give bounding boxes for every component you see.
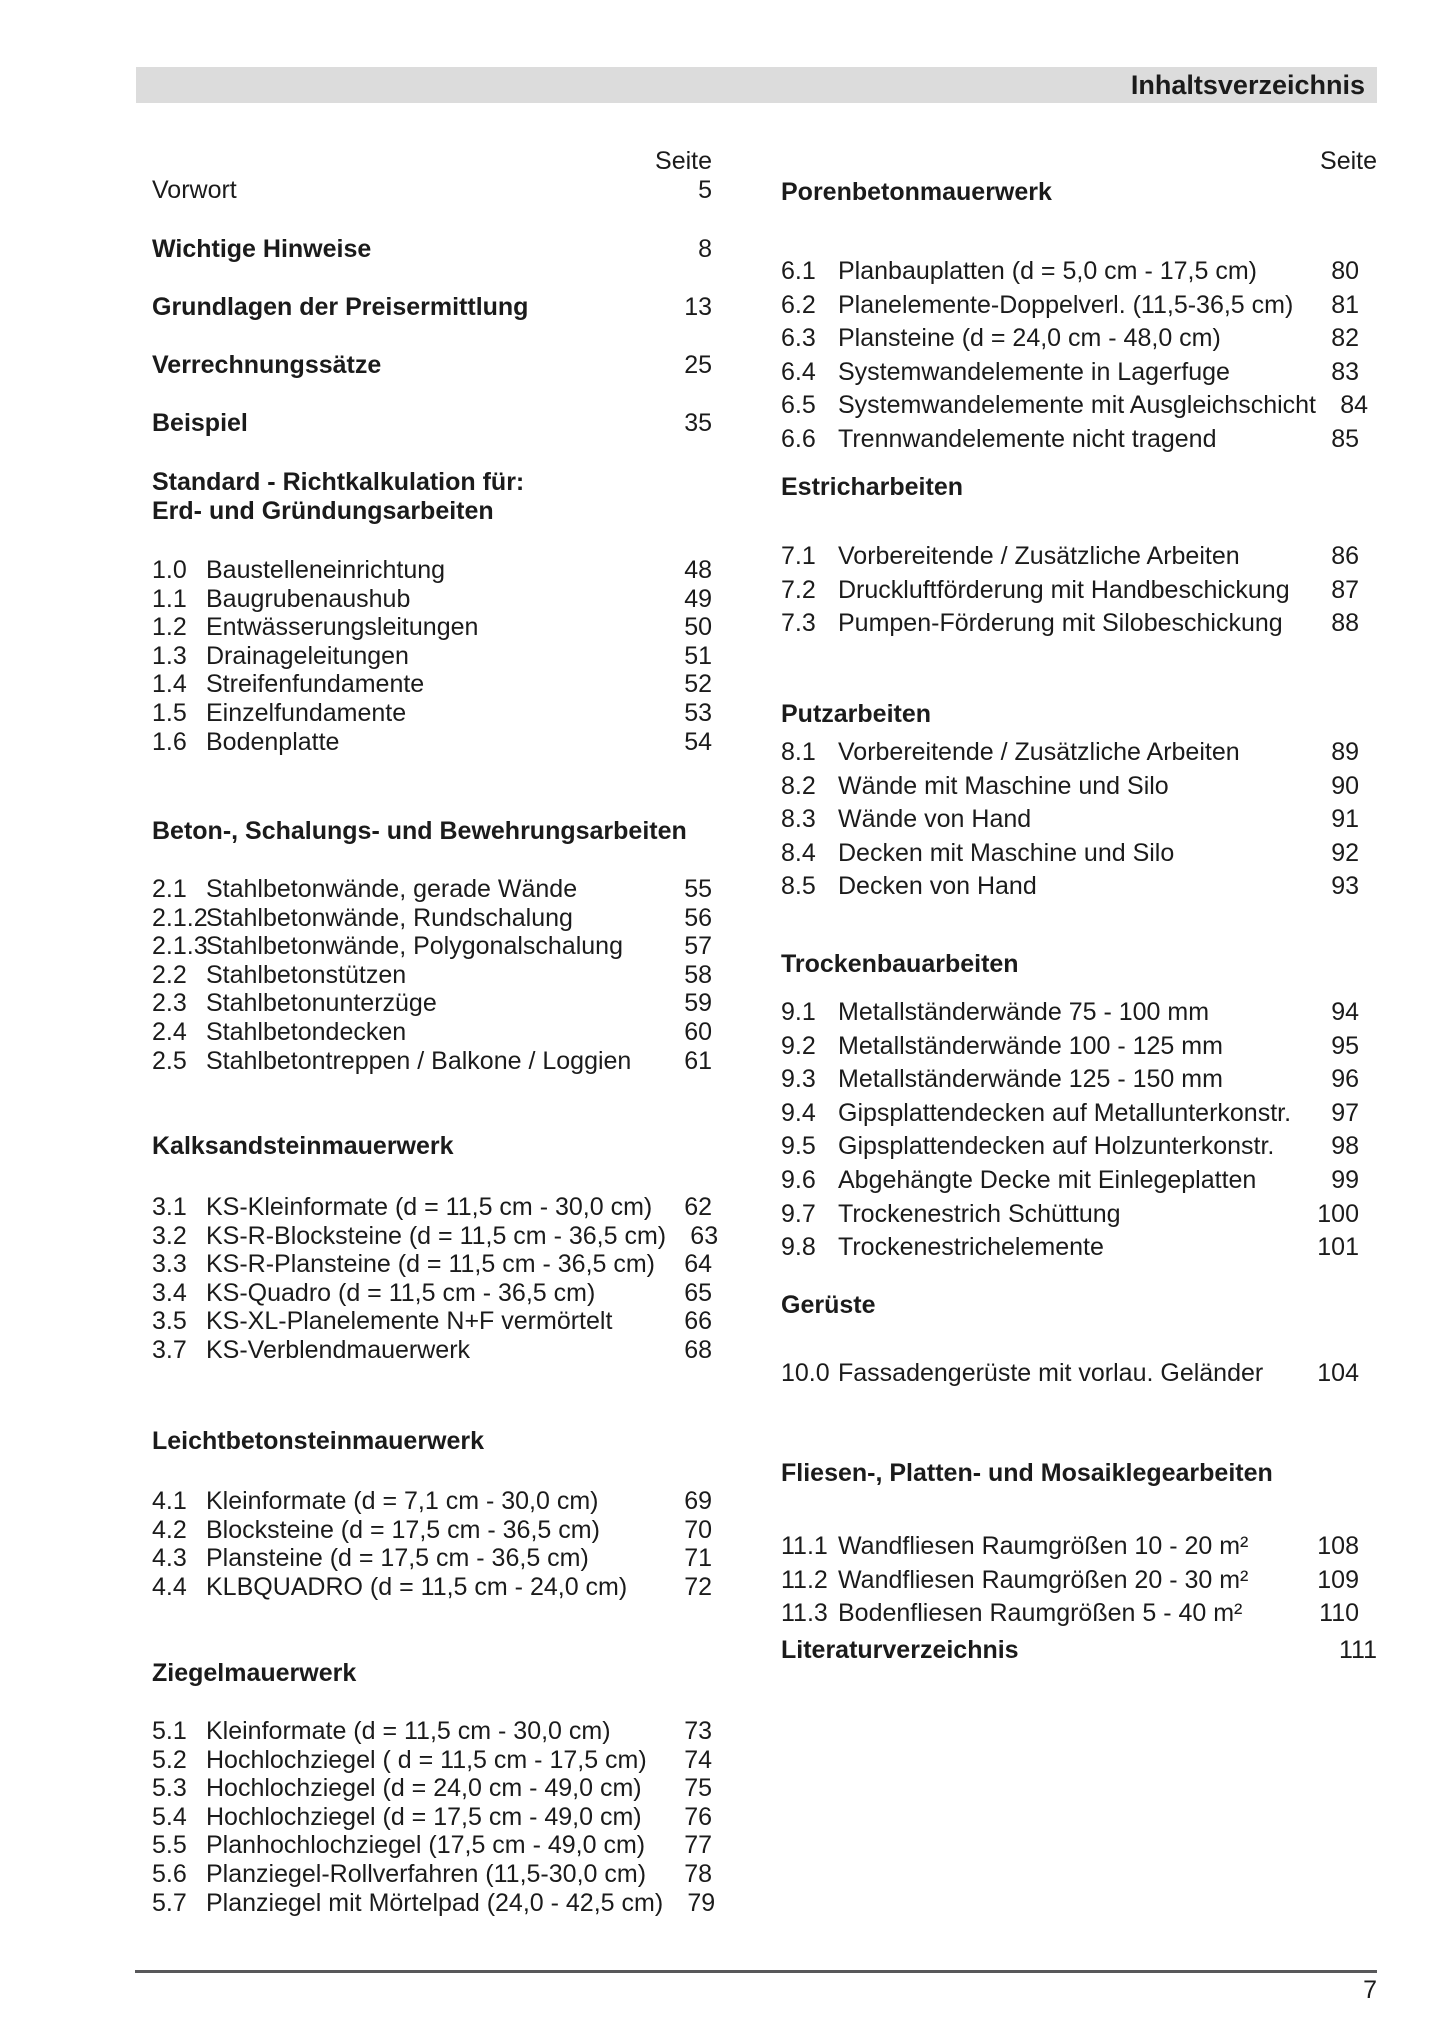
toc-row xyxy=(781,356,1377,390)
toc-label: Trennwandelemente nicht tragend xyxy=(838,424,1217,453)
toc-row-literaturverzeichnis xyxy=(781,1636,1395,1665)
toc-row xyxy=(781,322,1377,356)
toc-page-number: 63 xyxy=(690,1221,719,1250)
toc-row xyxy=(152,1250,712,1279)
toc-label: Literaturverzeichnis xyxy=(781,1636,1019,1664)
toc-page-number: 73 xyxy=(684,1717,712,1745)
toc-label: Pumpen-Förderung mit Silobeschickung xyxy=(838,609,1283,638)
toc-page-number: 54 xyxy=(684,727,712,756)
toc-page-number: 78 xyxy=(684,1859,712,1888)
section-heading xyxy=(781,700,1377,729)
toc-item-number: 6.2 xyxy=(781,290,816,319)
toc-row xyxy=(152,1831,712,1860)
toc-item-number: 4.3 xyxy=(152,1544,187,1573)
toc-row xyxy=(152,1307,712,1336)
toc-page-number: 94 xyxy=(1331,998,1359,1026)
toc-page-number: 76 xyxy=(684,1802,712,1831)
toc-row xyxy=(781,1097,1377,1131)
toc-label: Wandfliesen Raumgrößen 10 - 20 m² xyxy=(838,1532,1249,1560)
toc-row xyxy=(152,556,712,585)
toc-item-number: 1.6 xyxy=(152,727,187,756)
toc-label: Stahlbetondecken xyxy=(206,1017,407,1046)
section-heading-line: Porenbetonmauerwerk xyxy=(781,178,1052,206)
toc-row xyxy=(152,904,712,933)
toc-label: Druckluftförderung mit Handbeschickung xyxy=(838,575,1290,604)
toc-label: Entwässerungsleitungen xyxy=(206,613,479,642)
toc-page-number: 82 xyxy=(1331,324,1359,353)
toc-label: Vorbereitende / Zusätzliche Arbeiten xyxy=(838,738,1240,766)
toc-item-number: 2.1.2 xyxy=(152,903,208,932)
toc-label: Wände mit Maschine und Silo xyxy=(838,771,1169,800)
toc-page-number: 58 xyxy=(684,960,712,989)
toc-item-number: 9.2 xyxy=(781,1031,816,1060)
toc-label: Bodenplatte xyxy=(206,727,340,756)
toc-row xyxy=(152,1018,712,1047)
toc-page-number: 5 xyxy=(698,176,712,204)
toc-label: Grundlagen der Preisermittlung xyxy=(152,293,529,321)
toc-page-number: 100 xyxy=(1317,1199,1359,1228)
toc-item-number: 5.7 xyxy=(152,1888,187,1917)
toc-row xyxy=(781,1164,1377,1198)
section-items xyxy=(781,540,1377,641)
toc-label: Planhochlochziegel (17,5 cm - 49,0 cm) xyxy=(206,1831,646,1860)
toc-row xyxy=(152,932,712,961)
toc-label: Hochlochziegel ( d = 11,5 cm - 17,5 cm) xyxy=(206,1745,647,1774)
section-items xyxy=(781,1357,1377,1391)
toc-row xyxy=(781,607,1377,641)
toc-page-number: 111 xyxy=(1338,1636,1377,1664)
section-heading xyxy=(781,1291,1377,1320)
toc-label: Planziegel-Rollverfahren (11,5-30,0 cm) xyxy=(206,1859,647,1888)
toc-item-number: 9.7 xyxy=(781,1199,816,1228)
toc-row xyxy=(781,870,1377,904)
toc-page-number: 56 xyxy=(684,903,712,932)
toc-item-number: 8.3 xyxy=(781,805,816,834)
toc-label: Beispiel xyxy=(152,409,248,437)
toc-label: KS-R-Blocksteine (d = 11,5 cm - 36,5 cm) xyxy=(206,1221,667,1250)
toc-label: Metallständerwände 75 - 100 mm xyxy=(838,998,1210,1026)
toc-item-number: 1.5 xyxy=(152,698,187,727)
toc-row xyxy=(152,293,712,351)
toc-row xyxy=(152,1774,712,1803)
toc-page-number: 70 xyxy=(684,1515,712,1544)
toc-item-number: 5.6 xyxy=(152,1859,187,1888)
toc-page-number: 79 xyxy=(687,1888,716,1917)
toc-page-number: 8 xyxy=(698,235,712,263)
toc-item-number: 3.4 xyxy=(152,1278,187,1307)
toc-row xyxy=(152,1803,712,1832)
toc-page-number: 83 xyxy=(1331,357,1359,386)
toc-page-number: 74 xyxy=(684,1745,712,1774)
toc-item-number: 9.6 xyxy=(781,1165,816,1194)
toc-row xyxy=(781,540,1377,574)
toc-label: Decken mit Maschine und Silo xyxy=(838,838,1175,867)
toc-page-number: 80 xyxy=(1331,257,1359,285)
toc-item-number: 10.0 xyxy=(781,1359,830,1387)
toc-item-number: 4.2 xyxy=(152,1515,187,1544)
toc-item-number: 2.2 xyxy=(152,960,187,989)
toc-item-number: 3.5 xyxy=(152,1307,187,1336)
toc-row xyxy=(152,1860,712,1889)
toc-item-number: 4.1 xyxy=(152,1487,187,1515)
toc-page-number: 84 xyxy=(1340,391,1369,420)
toc-page-number: 88 xyxy=(1331,609,1359,638)
toc-item-number: 9.8 xyxy=(781,1233,816,1262)
toc-item-number: 1.1 xyxy=(152,584,187,613)
toc-item-number: 5.2 xyxy=(152,1745,187,1774)
toc-row xyxy=(152,961,712,990)
toc-label: Planziegel mit Mörtelpad (24,0 - 42,5 cm) xyxy=(206,1888,664,1917)
toc-row xyxy=(781,389,1377,423)
toc-item-number: 8.4 xyxy=(781,838,816,867)
toc-row xyxy=(781,803,1377,837)
toc-page-number: 66 xyxy=(684,1307,712,1336)
toc-item-number: 6.1 xyxy=(781,257,816,285)
toc-label: Wandfliesen Raumgrößen 20 - 30 m² xyxy=(838,1565,1249,1594)
section-items xyxy=(152,875,712,1075)
toc-item-number: 3.2 xyxy=(152,1221,187,1250)
footer-divider xyxy=(135,1970,1377,1973)
toc-page-number: 64 xyxy=(684,1250,712,1279)
toc-row xyxy=(781,1063,1377,1097)
section-items xyxy=(152,1193,719,1365)
section-items xyxy=(152,556,712,756)
toc-row xyxy=(152,1573,712,1602)
toc-row xyxy=(781,770,1377,804)
toc-label: Drainageleitungen xyxy=(206,641,409,670)
toc-row xyxy=(781,1597,1377,1631)
toc-page-number: 48 xyxy=(684,556,712,584)
section-heading-line: Kalksandsteinmauerwerk xyxy=(152,1132,454,1160)
toc-item-number: 5.5 xyxy=(152,1831,187,1860)
toc-page-number: 104 xyxy=(1317,1359,1359,1387)
toc-label: Plansteine (d = 17,5 cm - 36,5 cm) xyxy=(206,1544,589,1573)
toc-page-number: 85 xyxy=(1331,424,1359,453)
toc-page-number: 91 xyxy=(1331,805,1359,834)
section-heading-line: Erd- und Gründungsarbeiten xyxy=(152,497,494,525)
toc-row xyxy=(152,1336,712,1365)
toc-label: Bodenfliesen Raumgrößen 5 - 40 m² xyxy=(838,1599,1243,1628)
toc-row xyxy=(152,989,712,1018)
toc-row xyxy=(781,1357,1377,1391)
toc-label: Verrechnungssätze xyxy=(152,351,382,379)
toc-row xyxy=(152,409,712,467)
toc-label: Plansteine (d = 24,0 cm - 48,0 cm) xyxy=(838,324,1221,353)
section-heading-line: Estricharbeiten xyxy=(781,473,964,501)
toc-item-number: 9.3 xyxy=(781,1065,816,1094)
toc-label: KS-XL-Planelemente N+F vermörtelt xyxy=(206,1307,613,1336)
toc-row-vorwort xyxy=(152,176,712,205)
section-heading xyxy=(152,468,712,526)
toc-label: Gipsplattendecken auf Holzunterkonstr. xyxy=(838,1132,1275,1161)
toc-label: Stahlbetontreppen / Balkone / Loggien xyxy=(206,1046,632,1075)
toc-label: Metallständerwände 125 - 150 mm xyxy=(838,1065,1223,1094)
toc-row xyxy=(781,736,1377,770)
toc-item-number: 2.3 xyxy=(152,989,187,1018)
toc-page-number: 108 xyxy=(1317,1532,1359,1560)
toc-row xyxy=(781,1130,1377,1164)
section-heading xyxy=(152,1427,712,1456)
toc-page-number: 62 xyxy=(684,1193,712,1221)
toc-row xyxy=(781,255,1377,289)
toc-label: Decken von Hand xyxy=(838,872,1037,901)
toc-row xyxy=(152,613,712,642)
toc-label: Einzelfundamente xyxy=(206,698,407,727)
toc-item-number: 4.4 xyxy=(152,1572,187,1601)
toc-page-number: 90 xyxy=(1331,771,1359,800)
toc-item-number: 8.1 xyxy=(781,738,816,766)
toc-label: Vorwort xyxy=(152,176,237,204)
toc-label: Blocksteine (d = 17,5 cm - 36,5 cm) xyxy=(206,1515,600,1544)
toc-page-number: 110 xyxy=(1319,1599,1359,1628)
toc-item-number: 1.2 xyxy=(152,613,187,642)
toc-row xyxy=(152,1221,719,1251)
toc-item-number: 3.3 xyxy=(152,1250,187,1279)
toc-page-number: 93 xyxy=(1331,872,1359,901)
toc-label: KS-Quadro (d = 11,5 cm - 36,5 cm) xyxy=(206,1278,596,1307)
toc-page-number: 49 xyxy=(684,584,712,613)
toc-page-number: 87 xyxy=(1331,575,1359,604)
section-heading-line: Gerüste xyxy=(781,1291,876,1319)
toc-item-number: 1.4 xyxy=(152,670,187,699)
section-items xyxy=(781,1530,1377,1631)
toc-label: Hochlochziegel (d = 24,0 cm - 49,0 cm) xyxy=(206,1774,642,1803)
toc-label: Baustelleneinrichtung xyxy=(206,556,446,584)
toc-page-number: 50 xyxy=(684,613,712,642)
toc-item-number: 11.3 xyxy=(781,1599,828,1628)
header-bar xyxy=(136,67,1377,103)
toc-label: KS-Verblendmauerwerk xyxy=(206,1335,471,1364)
toc-item-number: 9.1 xyxy=(781,998,816,1026)
toc-page-number: 55 xyxy=(684,875,712,903)
toc-row xyxy=(152,875,712,904)
toc-page-number: 95 xyxy=(1331,1031,1359,1060)
toc-item-number: 5.3 xyxy=(152,1774,187,1803)
toc-page-number: 99 xyxy=(1331,1165,1359,1194)
toc-label: Wände von Hand xyxy=(838,805,1032,834)
toc-label: Baugrubenaushub xyxy=(206,584,411,613)
section-heading-line: Leichtbetonsteinmauerwerk xyxy=(152,1427,485,1455)
toc-page-number: 89 xyxy=(1331,738,1359,766)
toc-page-number: 57 xyxy=(684,932,712,961)
toc-row xyxy=(152,585,712,614)
toc-item-number: 11.2 xyxy=(781,1565,828,1594)
toc-row xyxy=(152,1888,716,1918)
toc-page-number: 60 xyxy=(684,1017,712,1046)
section-heading-line: Fliesen-, Platten- und Mosaiklegearbeiten xyxy=(781,1459,1273,1487)
toc-page-number: 109 xyxy=(1317,1565,1359,1594)
toc-page-number: 13 xyxy=(684,293,712,321)
section-items xyxy=(781,736,1377,904)
toc-label: Vorbereitende / Zusätzliche Arbeiten xyxy=(838,542,1240,570)
toc-row xyxy=(781,289,1377,323)
toc-row xyxy=(781,1564,1377,1598)
section-heading-line: Putzarbeiten xyxy=(781,700,932,728)
toc-label: Trockenestrich Schüttung xyxy=(838,1199,1121,1228)
toc-page-number: 69 xyxy=(684,1487,712,1515)
seite-column-header-left: Seite xyxy=(655,147,712,175)
toc-label: Fassadengerüste mit vorlau. Geländer xyxy=(838,1359,1264,1387)
toc-page-number: 86 xyxy=(1331,542,1359,570)
toc-row xyxy=(152,1544,712,1573)
section-heading xyxy=(152,1659,712,1688)
toc-page-number: 35 xyxy=(684,409,712,437)
toc-item-number: 1.0 xyxy=(152,556,187,584)
toc-label: Trockenestrichelemente xyxy=(838,1233,1104,1262)
toc-label: Streifenfundamente xyxy=(206,670,425,699)
toc-row xyxy=(152,1516,712,1545)
toc-label: Systemwandelemente mit Ausgleichschicht xyxy=(838,391,1317,420)
page-title: Inhaltsverzeichnis xyxy=(1130,70,1365,100)
toc-label: Hochlochziegel (d = 17,5 cm - 49,0 cm) xyxy=(206,1802,642,1831)
front-matter-list xyxy=(152,235,712,467)
toc-row xyxy=(152,1047,712,1076)
section-items xyxy=(152,1717,716,1917)
toc-page-number: 51 xyxy=(684,641,712,670)
toc-label: Wichtige Hinweise xyxy=(152,235,372,263)
toc-row xyxy=(152,1193,712,1222)
toc-page-number: 59 xyxy=(684,989,712,1018)
toc-label: Planbauplatten (d = 5,0 cm - 17,5 cm) xyxy=(838,257,1257,285)
toc-page-number: 25 xyxy=(684,351,712,379)
toc-page-number: 65 xyxy=(684,1278,712,1307)
toc-page-number: 81 xyxy=(1331,290,1359,319)
toc-item-number: 7.2 xyxy=(781,575,816,604)
toc-page-number: 96 xyxy=(1331,1065,1359,1094)
toc-row xyxy=(152,1746,712,1775)
toc-page-number: 53 xyxy=(684,698,712,727)
toc-row xyxy=(781,574,1377,608)
toc-label: Metallständerwände 100 - 125 mm xyxy=(838,1031,1223,1060)
toc-label: Stahlbetonwände, Polygonalschalung xyxy=(206,932,623,961)
toc-item-number: 11.1 xyxy=(781,1532,828,1560)
toc-page-number: 52 xyxy=(684,670,712,699)
toc-page-number: 77 xyxy=(684,1831,712,1860)
toc-label: Systemwandelemente in Lagerfuge xyxy=(838,357,1230,386)
toc-item-number: 3.7 xyxy=(152,1335,187,1364)
toc-row xyxy=(152,728,712,757)
toc-item-number: 8.2 xyxy=(781,771,816,800)
toc-label: Gipsplattendecken auf Metallunterkonstr. xyxy=(838,1098,1292,1127)
section-heading xyxy=(781,950,1377,979)
toc-item-number: 8.5 xyxy=(781,872,816,901)
toc-row xyxy=(152,351,712,409)
toc-row xyxy=(781,1231,1377,1265)
toc-label: KS-Kleinformate (d = 11,5 cm - 30,0 cm) xyxy=(206,1193,653,1221)
toc-row xyxy=(152,1279,712,1308)
toc-item-number: 2.4 xyxy=(152,1017,187,1046)
toc-label: KS-R-Plansteine (d = 11,5 cm - 36,5 cm) xyxy=(206,1250,656,1279)
toc-page-number: 97 xyxy=(1331,1098,1359,1127)
toc-item-number: 6.5 xyxy=(781,391,816,420)
section-heading xyxy=(781,473,1377,502)
toc-item-number: 1.3 xyxy=(152,641,187,670)
toc-page-number: 71 xyxy=(684,1544,712,1573)
toc-item-number: 7.1 xyxy=(781,542,816,570)
toc-label: Kleinformate (d = 7,1 cm - 30,0 cm) xyxy=(206,1487,599,1515)
toc-item-number: 3.1 xyxy=(152,1193,187,1221)
toc-page-number: 68 xyxy=(684,1335,712,1364)
toc-row xyxy=(781,1530,1377,1564)
toc-page-number: 101 xyxy=(1317,1233,1359,1262)
toc-label: Stahlbetonstützen xyxy=(206,960,407,989)
toc-row xyxy=(152,699,712,728)
toc-label: Kleinformate (d = 11,5 cm - 30,0 cm) xyxy=(206,1717,611,1745)
toc-label: Stahlbetonwände, gerade Wände xyxy=(206,875,578,903)
toc-row xyxy=(152,1717,712,1746)
toc-label: KLBQUADRO (d = 11,5 cm - 24,0 cm) xyxy=(206,1572,628,1601)
toc-page-number: 75 xyxy=(684,1774,712,1803)
section-heading xyxy=(152,1132,712,1161)
toc-item-number: 7.3 xyxy=(781,609,816,638)
section-heading xyxy=(781,178,1377,207)
toc-label: Stahlbetonunterzüge xyxy=(206,989,437,1018)
toc-item-number: 2.1.3 xyxy=(152,932,208,961)
section-heading xyxy=(781,1459,1377,1488)
toc-row xyxy=(781,423,1377,457)
toc-row xyxy=(152,642,712,671)
section-heading-line: Standard - Richtkalkulation für: xyxy=(152,468,525,496)
toc-label: Abgehängte Decke mit Einlegeplatten xyxy=(838,1165,1257,1194)
section-items xyxy=(781,255,1377,457)
toc-row xyxy=(781,1198,1377,1232)
toc-row xyxy=(152,235,712,293)
toc-page-number: 92 xyxy=(1331,838,1359,867)
toc-item-number: 2.1 xyxy=(152,875,187,903)
section-heading-line: Trockenbauarbeiten xyxy=(781,950,1019,978)
toc-label: Planelemente-Doppelverl. (11,5-36,5 cm) xyxy=(838,290,1294,319)
section-items xyxy=(152,1487,712,1601)
toc-item-number: 5.4 xyxy=(152,1802,187,1831)
toc-page-number: 98 xyxy=(1331,1132,1359,1161)
section-heading-line: Ziegelmauerwerk xyxy=(152,1659,357,1687)
seite-column-header-right: Seite xyxy=(1320,147,1377,175)
page-number: 7 xyxy=(1363,1976,1377,2004)
toc-item-number: 6.4 xyxy=(781,357,816,386)
section-items xyxy=(781,996,1377,1265)
toc-page-number: 72 xyxy=(684,1572,712,1601)
toc-item-number: 9.4 xyxy=(781,1098,816,1127)
toc-row xyxy=(781,837,1377,871)
toc-label: Stahlbetonwände, Rundschalung xyxy=(206,903,573,932)
section-heading-line: Beton-, Schalungs- und Bewehrungsarbeiten xyxy=(152,817,687,845)
toc-item-number: 9.5 xyxy=(781,1132,816,1161)
toc-row xyxy=(781,996,1377,1030)
toc-item-number: 6.6 xyxy=(781,424,816,453)
toc-row xyxy=(152,670,712,699)
toc-row xyxy=(781,1030,1377,1064)
toc-item-number: 5.1 xyxy=(152,1717,187,1745)
toc-item-number: 2.5 xyxy=(152,1046,187,1075)
toc-item-number: 6.3 xyxy=(781,324,816,353)
toc-page-number: 61 xyxy=(684,1046,712,1075)
toc-row xyxy=(152,1487,712,1516)
section-heading xyxy=(152,817,712,846)
